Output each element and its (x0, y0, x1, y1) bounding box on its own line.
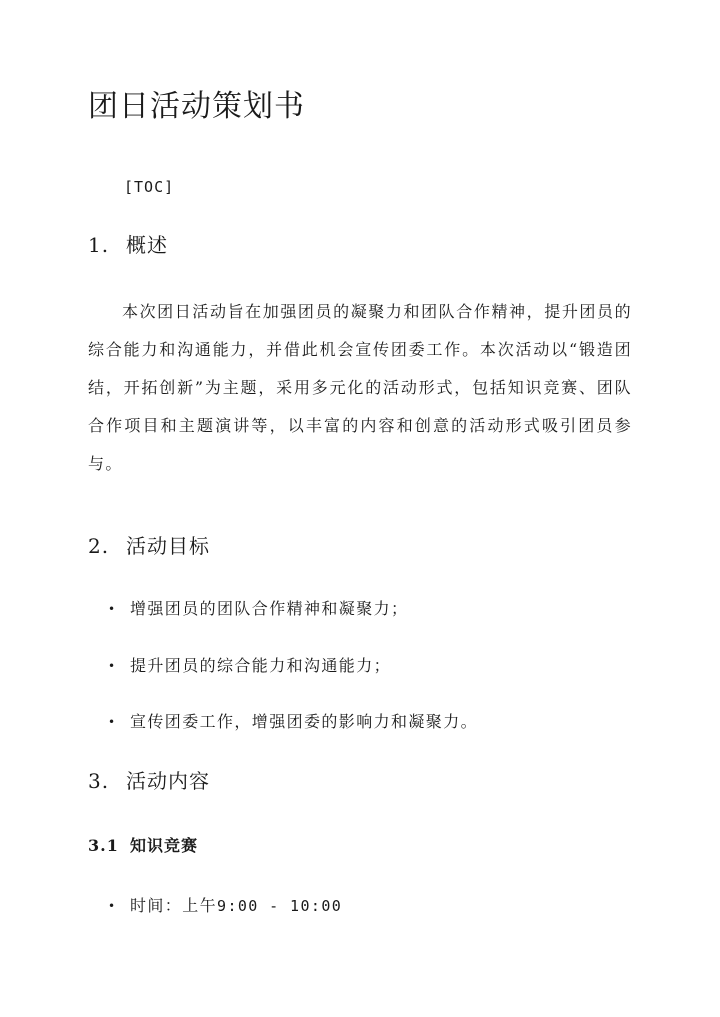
list-item-text: 增强团员的团队合作精神和凝聚力； (130, 599, 409, 618)
time-value: 9:00 - 10:00 (217, 897, 343, 915)
list-item-text: 宣传团委工作，增强团委的影响力和凝聚力。 (130, 712, 479, 731)
section-number: 1. (88, 233, 110, 257)
bullet-icon: • (108, 659, 117, 673)
bullet-icon: • (108, 602, 117, 616)
document-title: 团日活动策划书 (88, 89, 305, 124)
list-item (108, 596, 408, 622)
list-item (108, 653, 391, 679)
section-number: 2. (88, 534, 110, 558)
section-title: 活动内容 (126, 769, 210, 793)
section-heading-overview (88, 230, 168, 260)
bullet-icon: • (108, 715, 117, 729)
list-item (108, 893, 342, 919)
overview-paragraph: 本次团日活动旨在加强团员的凝聚力和团队合作精神，提升团员的综合能力和沟通能力，并借此机会宣传团委工作。本次活动以“锻造团结，开拓创新”为主题，采用多元化的活动形式，包括知识竞赛、团队合作项目和主题演讲等，以丰富的内容和创意的活动形式吸引团员参与。 (88, 302, 632, 473)
section-title: 活动目标 (126, 534, 210, 558)
section-heading-goals (88, 531, 210, 561)
list-item-text: 提升团员的综合能力和沟通能力； (130, 656, 392, 675)
section-title: 概述 (126, 233, 168, 257)
toc-placeholder: [TOC] (124, 178, 175, 196)
list-item (108, 709, 478, 735)
subsection-heading-quiz (88, 833, 198, 859)
section-number: 3. (88, 769, 110, 793)
subsection-number: 3.1 (88, 836, 119, 855)
subsection-title: 知识竞赛 (130, 836, 199, 855)
bullet-icon: • (108, 899, 117, 913)
section-heading-content (88, 766, 210, 796)
time-label: 时间：上午 (130, 896, 218, 915)
